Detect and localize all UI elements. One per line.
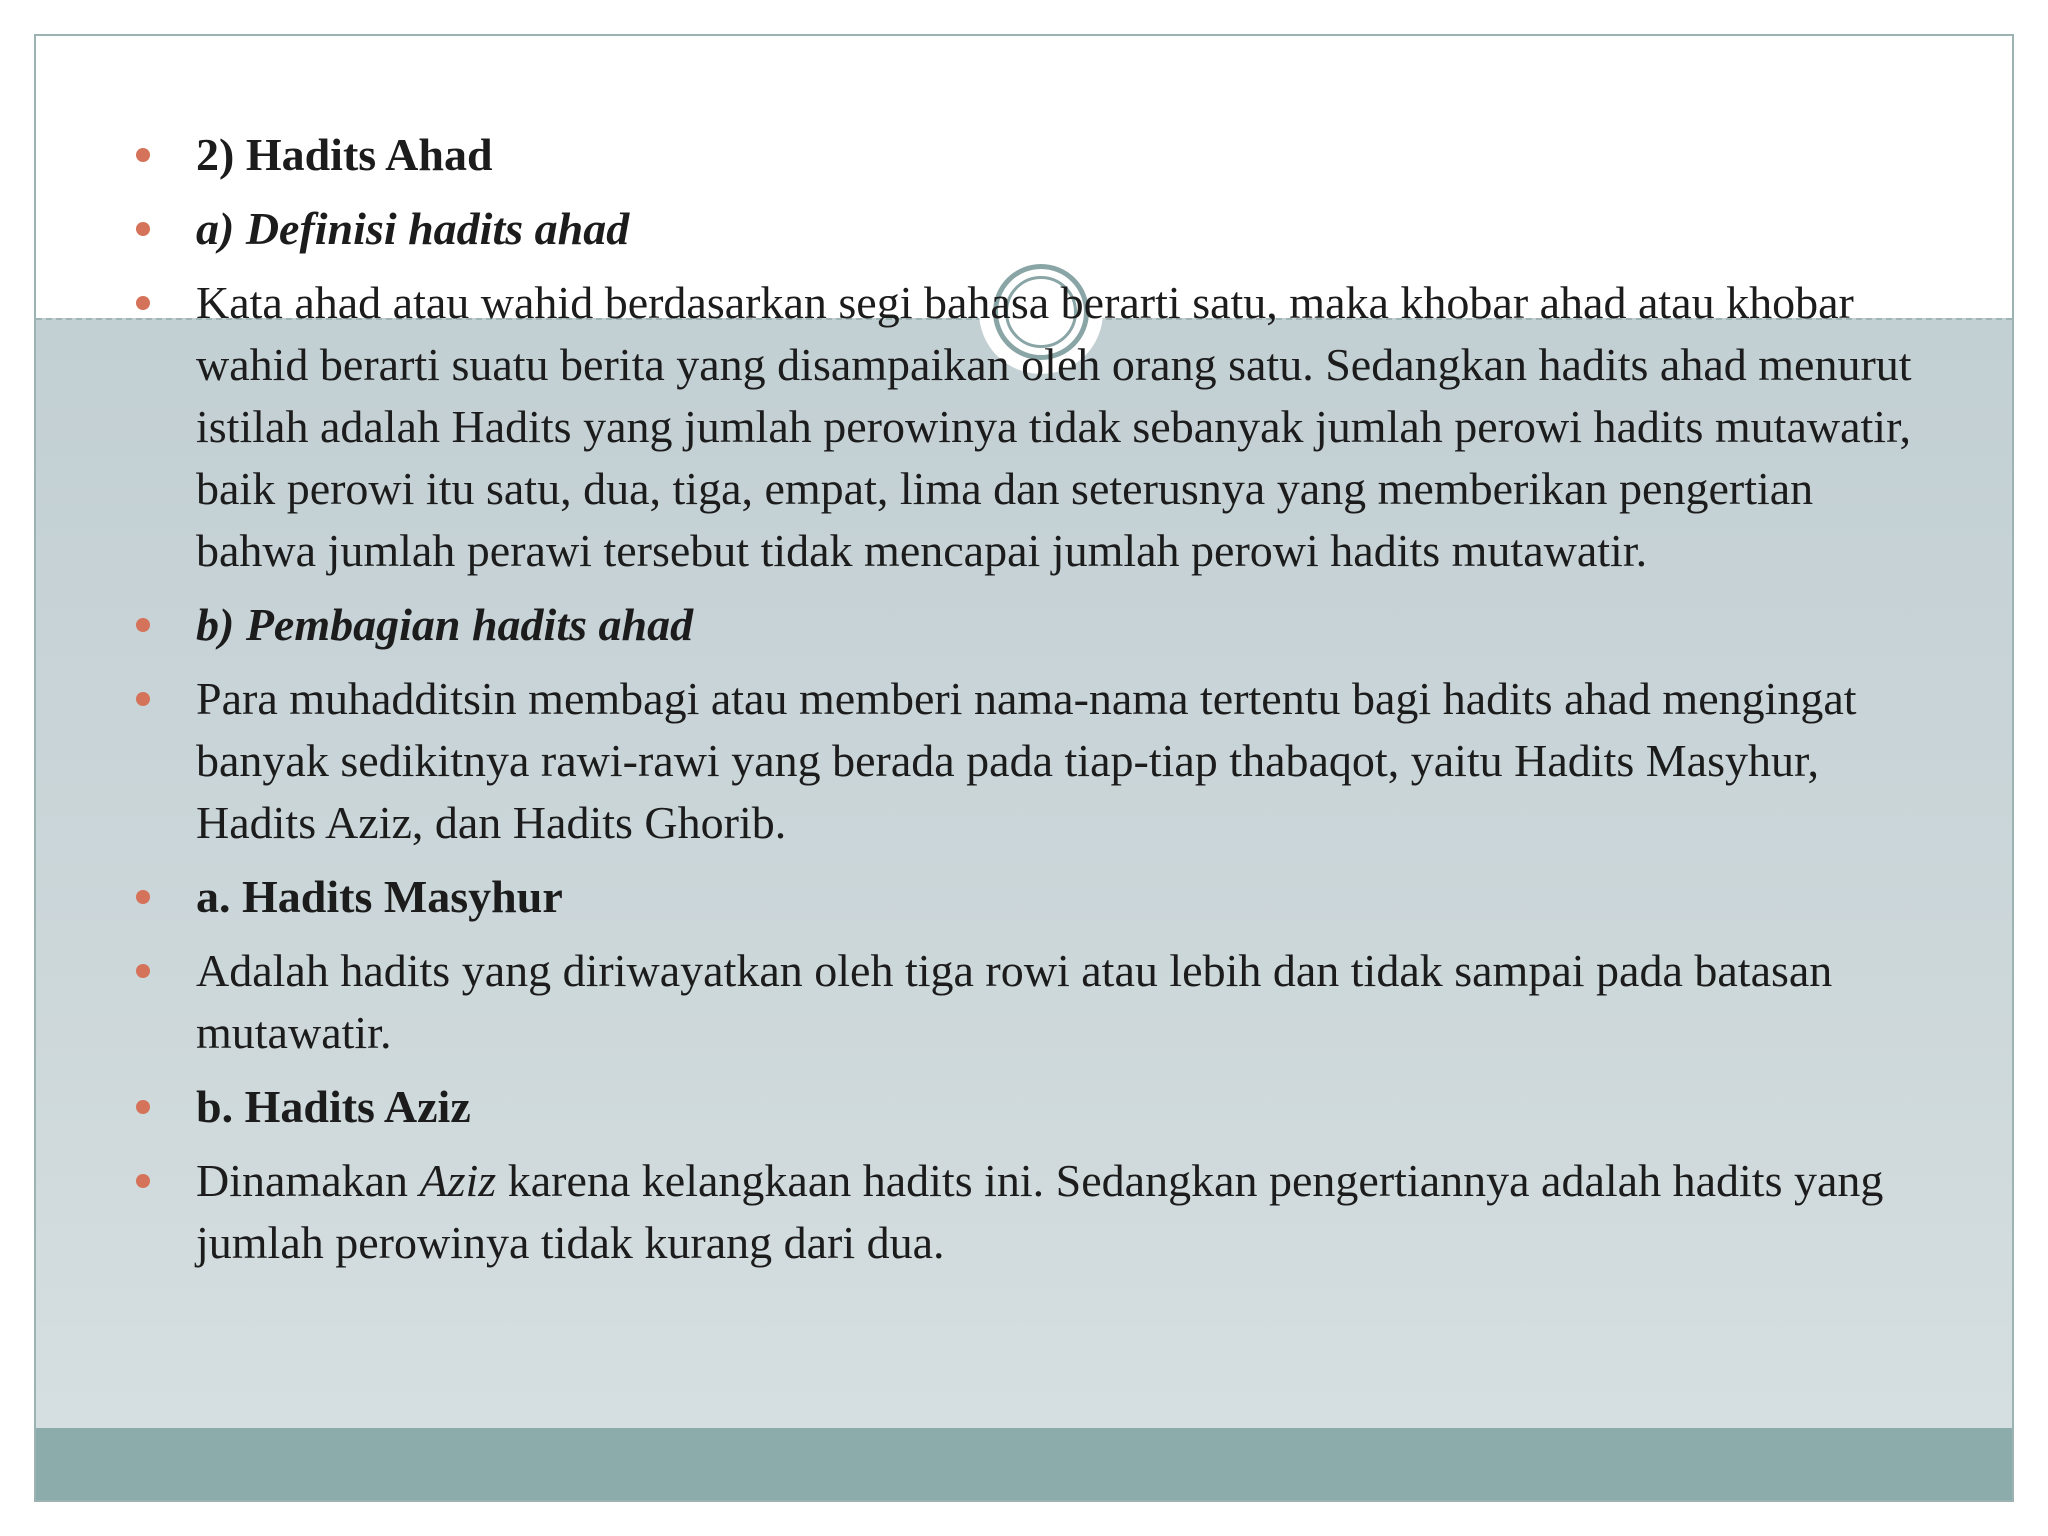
list-item-masyhur	[136, 866, 1936, 928]
dot-bullet-icon	[136, 1100, 150, 1114]
list-item-text: a) Definisi hadits ahad	[196, 203, 630, 254]
list-item-text: a. Hadits Masyhur	[196, 871, 563, 922]
list-item-text-emphasis: Aziz	[419, 1155, 497, 1206]
dot-bullet-icon	[136, 692, 150, 706]
list-item-hadits-ahad	[136, 124, 1936, 186]
list-item-definisi-body	[136, 272, 1936, 582]
list-item-text-suffix: karena kelangkaan hadits ini. Sedangkan pengertiannya adalah hadits yang jumlah perowinya tidak kurang dari dua.	[196, 1155, 1884, 1268]
list-item-text: b. Hadits Aziz	[196, 1081, 471, 1132]
dot-bullet-icon	[136, 148, 150, 162]
list-item-text-prefix: Dinamakan	[196, 1155, 420, 1206]
bullet-list	[136, 124, 1936, 1286]
footer-band	[36, 1428, 2012, 1500]
list-item-text: b) Pembagian hadits ahad	[196, 599, 694, 650]
list-item-pembagian	[136, 594, 1936, 656]
list-item-aziz-body	[136, 1150, 1936, 1274]
list-item-text: Kata ahad atau wahid berdasarkan segi bahasa berarti satu, maka khobar ahad atau khobar wahid berarti suatu berita yang disampaikan oleh orang satu. Sedangkan hadits ahad menurut istilah adalah Hadits yang jumlah perowinya tidak sebanyak jumlah perowi hadits mutawatir, baik perowi itu satu, dua, tiga, empat, lima dan seterusnya yang memberikan pengertian bahwa jumlah perawi tersebut tidak mencapai jumlah perowi hadits mutawatir.	[196, 277, 1912, 576]
list-item-text: Para muhadditsin membagi atau memberi nama-nama tertentu bagi hadits ahad mengingat banyak sedikitnya rawi-rawi yang berada pada tiap-tiap thabaqot, yaitu Hadits Masyhur, Hadits Aziz, dan Hadits Ghorib.	[196, 673, 1857, 848]
dot-bullet-icon	[136, 964, 150, 978]
dot-bullet-icon	[136, 618, 150, 632]
list-item-text: Adalah hadits yang diriwayatkan oleh tiga rowi atau lebih dan tidak sampai pada batasan mutawatir.	[196, 945, 1833, 1058]
dot-bullet-icon	[136, 1174, 150, 1188]
dot-bullet-icon	[136, 890, 150, 904]
list-item-definisi	[136, 198, 1936, 260]
list-item-pembagian-body	[136, 668, 1936, 854]
list-item-text: 2) Hadits Ahad	[196, 129, 493, 180]
list-item-aziz	[136, 1076, 1936, 1138]
dot-bullet-icon	[136, 222, 150, 236]
list-item-masyhur-body	[136, 940, 1936, 1064]
dot-bullet-icon	[136, 296, 150, 310]
